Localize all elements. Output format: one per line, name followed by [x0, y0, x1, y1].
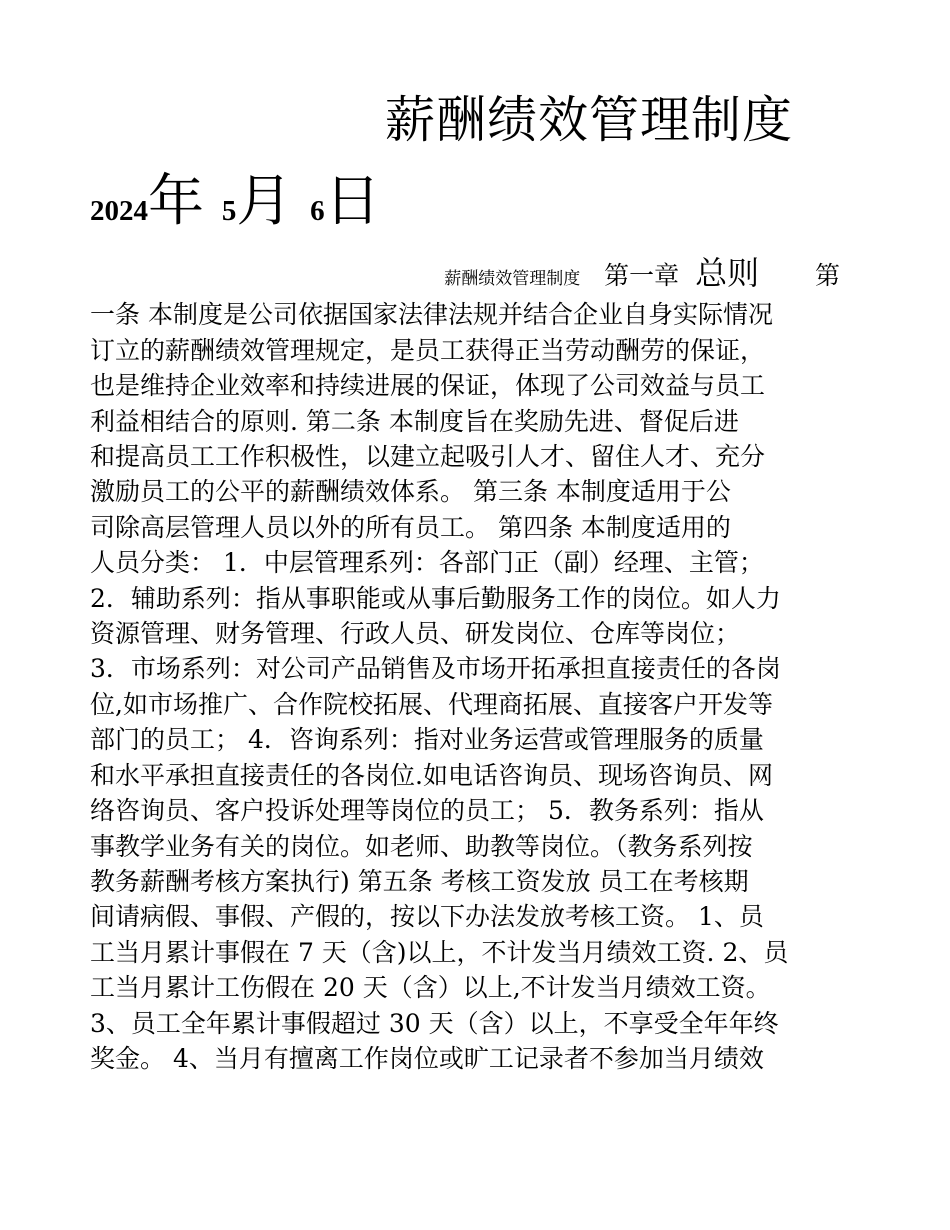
- body-line: 人员分类： 1．中层管理系列：各部门正（副）经理、主管；: [90, 548, 764, 578]
- body-line: 也是维持企业效率和持续进展的保证，体现了公司效益与员工: [90, 371, 766, 401]
- chapter-heading-line: [90, 256, 870, 297]
- document-date: [90, 162, 381, 251]
- date-day-char: 日: [324, 169, 381, 234]
- body-line: 间请病假、事假、产假的，按以下办法发放考核工资。 1、员: [90, 902, 764, 932]
- body-line: 3、员工全年累计事假超过 30 天（含）以上，不享受全年年终: [90, 1008, 779, 1038]
- body-line: 奖金。 4、当月有擅离工作岗位或旷工记录者不参加当月绩效: [90, 1043, 764, 1073]
- chapter-title: 总则: [695, 254, 760, 292]
- body-line: 司除高层管理人员以外的所有员工。 第四条 本制度适用的: [90, 512, 731, 542]
- body-line: 3．市场系列：对公司产品销售及市场开拓承担直接责任的各岗: [90, 654, 781, 684]
- date-month: 5: [221, 195, 237, 227]
- body-line: 部门的员工； 4．咨询系列：指对业务运营或管理服务的质量: [90, 725, 764, 755]
- body-line: 络咨询员、客户投诉处理等岗位的员工； 5．教务系列：指从: [90, 796, 764, 826]
- body-line: 激励员工的公平的薪酬绩效体系。 第三条 本制度适用于公: [90, 477, 731, 507]
- body-line: 一条 本制度是公司依据国家法律法规并结合企业自身实际情况: [90, 300, 773, 330]
- body-line: 订立的薪酬绩效管理规定，是员工获得正当劳动酬劳的保证，: [90, 335, 766, 365]
- header-small-text: 薪酬绩效管理制度: [444, 269, 581, 289]
- body-line: 工当月累计工伤假在 20 天（含）以上,不计发当月绩效工资。: [90, 973, 771, 1003]
- date-year-char: 年: [148, 169, 204, 234]
- body-line: 事教学业务有关的岗位。如老师、助教等岗位。（教务系列按: [90, 831, 753, 861]
- body-line: 位,如市场推广、合作院校拓展、代理商拓展、直接客户开发等: [90, 689, 773, 719]
- document-body: [90, 256, 870, 1076]
- date-month-char: 月: [236, 169, 293, 234]
- body-line: 和水平承担直接责任的各岗位.如电话咨询员、现场咨询员、网: [90, 760, 773, 790]
- chapter-number: 第一章: [604, 261, 680, 290]
- document-title: 薪酬绩效管理制度: [385, 91, 793, 149]
- body-line: 工当月累计事假在 7 天（含)以上，不计发当月绩效工资. 2、员: [90, 937, 789, 967]
- body-line: 教务薪酬考核方案执行) 第五条 考核工资发放 员工在考核期: [90, 866, 749, 896]
- body-line: 2．辅助系列：指从事职能或从事后勤服务工作的岗位。如人力: [90, 583, 781, 613]
- body-line: 利益相结合的原则. 第二条 本制度旨在奖励先进、督促后进: [90, 406, 739, 436]
- body-lines: [90, 297, 870, 1076]
- first-word: 第: [814, 261, 840, 290]
- date-year: 2024: [90, 195, 148, 227]
- body-line: 和提高员工工作积极性，以建立起吸引人才、留住人才、充分: [90, 442, 766, 472]
- body-line: 资源管理、财务管理、行政人员、研发岗位、仓库等岗位；: [90, 619, 741, 649]
- date-day: 6: [310, 195, 325, 227]
